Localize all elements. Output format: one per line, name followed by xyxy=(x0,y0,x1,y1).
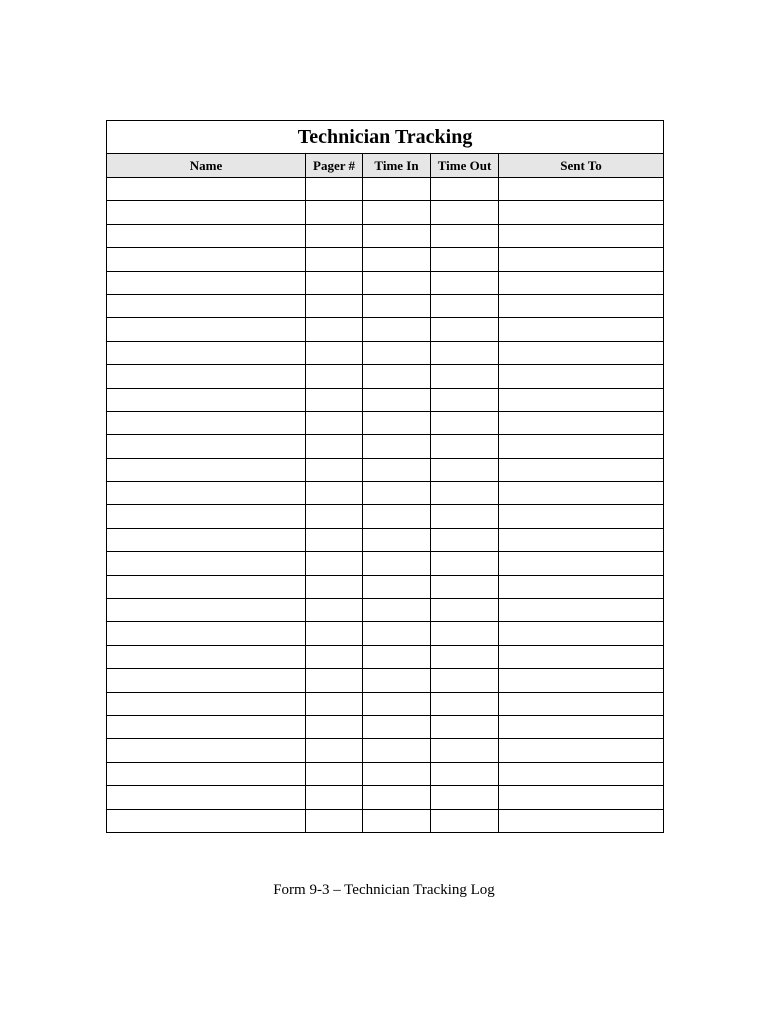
time-out-cell[interactable] xyxy=(431,482,499,505)
name-cell[interactable] xyxy=(107,528,306,551)
sent-to-cell[interactable] xyxy=(499,739,664,762)
table-row xyxy=(107,388,664,411)
pager-cell[interactable] xyxy=(306,365,363,388)
name-cell[interactable] xyxy=(107,388,306,411)
time-out-cell[interactable] xyxy=(431,388,499,411)
sent-to-cell[interactable] xyxy=(499,224,664,247)
sent-to-cell[interactable] xyxy=(499,528,664,551)
pager-cell[interactable] xyxy=(306,599,363,622)
time-in-cell[interactable] xyxy=(363,505,431,528)
sent-to-cell[interactable] xyxy=(499,388,664,411)
time-out-cell[interactable] xyxy=(431,505,499,528)
sent-to-cell[interactable] xyxy=(499,411,664,434)
table-row xyxy=(107,762,664,785)
column-header-time-in: Time In xyxy=(363,154,431,178)
time-in-cell[interactable] xyxy=(363,762,431,785)
name-cell[interactable] xyxy=(107,622,306,645)
name-cell[interactable] xyxy=(107,575,306,598)
time-out-cell[interactable] xyxy=(431,341,499,364)
name-cell[interactable] xyxy=(107,178,306,201)
pager-cell[interactable] xyxy=(306,552,363,575)
name-cell[interactable] xyxy=(107,365,306,388)
time-in-cell[interactable] xyxy=(363,201,431,224)
table-row xyxy=(107,201,664,224)
pager-cell[interactable] xyxy=(306,575,363,598)
time-in-cell[interactable] xyxy=(363,599,431,622)
time-out-cell[interactable] xyxy=(431,762,499,785)
sent-to-cell[interactable] xyxy=(499,786,664,809)
time-in-cell[interactable] xyxy=(363,458,431,481)
name-cell[interactable] xyxy=(107,341,306,364)
table-row xyxy=(107,341,664,364)
time-out-cell[interactable] xyxy=(431,575,499,598)
time-out-cell[interactable] xyxy=(431,318,499,341)
pager-cell[interactable] xyxy=(306,435,363,458)
time-out-cell[interactable] xyxy=(431,224,499,247)
table-row xyxy=(107,715,664,738)
time-out-cell[interactable] xyxy=(431,435,499,458)
name-cell[interactable] xyxy=(107,645,306,668)
form-title: Technician Tracking xyxy=(107,121,664,154)
column-header-name: Name xyxy=(107,154,306,178)
name-cell[interactable] xyxy=(107,411,306,434)
table-row xyxy=(107,248,664,271)
time-in-cell[interactable] xyxy=(363,248,431,271)
pager-cell[interactable] xyxy=(306,692,363,715)
time-in-cell[interactable] xyxy=(363,528,431,551)
table-row xyxy=(107,318,664,341)
time-out-cell[interactable] xyxy=(431,669,499,692)
table-row xyxy=(107,645,664,668)
table-row xyxy=(107,809,664,832)
sent-to-cell[interactable] xyxy=(499,482,664,505)
name-cell[interactable] xyxy=(107,809,306,832)
time-in-cell[interactable] xyxy=(363,645,431,668)
technician-tracking-table xyxy=(106,120,664,833)
time-in-cell[interactable] xyxy=(363,809,431,832)
sent-to-cell[interactable] xyxy=(499,715,664,738)
sent-to-cell[interactable] xyxy=(499,365,664,388)
name-cell[interactable] xyxy=(107,552,306,575)
time-in-cell[interactable] xyxy=(363,411,431,434)
name-cell[interactable] xyxy=(107,318,306,341)
name-cell[interactable] xyxy=(107,669,306,692)
time-out-cell[interactable] xyxy=(431,552,499,575)
sent-to-cell[interactable] xyxy=(499,692,664,715)
table-row xyxy=(107,739,664,762)
sent-to-cell[interactable] xyxy=(499,201,664,224)
table-row xyxy=(107,294,664,317)
time-out-cell[interactable] xyxy=(431,528,499,551)
sent-to-cell[interactable] xyxy=(499,575,664,598)
time-out-cell[interactable] xyxy=(431,271,499,294)
name-cell[interactable] xyxy=(107,505,306,528)
name-cell[interactable] xyxy=(107,271,306,294)
sent-to-cell[interactable] xyxy=(499,552,664,575)
table-row xyxy=(107,365,664,388)
sent-to-cell[interactable] xyxy=(499,341,664,364)
time-in-cell[interactable] xyxy=(363,318,431,341)
time-out-cell[interactable] xyxy=(431,458,499,481)
pager-cell[interactable] xyxy=(306,739,363,762)
time-out-cell[interactable] xyxy=(431,248,499,271)
pager-cell[interactable] xyxy=(306,388,363,411)
time-in-cell[interactable] xyxy=(363,365,431,388)
sent-to-cell[interactable] xyxy=(499,248,664,271)
sent-to-cell[interactable] xyxy=(499,178,664,201)
sent-to-cell[interactable] xyxy=(499,294,664,317)
table-row xyxy=(107,178,664,201)
time-in-cell[interactable] xyxy=(363,575,431,598)
sent-to-cell[interactable] xyxy=(499,762,664,785)
sent-to-cell[interactable] xyxy=(499,271,664,294)
name-cell[interactable] xyxy=(107,692,306,715)
table-row xyxy=(107,482,664,505)
sent-to-cell[interactable] xyxy=(499,645,664,668)
table-row xyxy=(107,669,664,692)
time-out-cell[interactable] xyxy=(431,178,499,201)
pager-cell[interactable] xyxy=(306,411,363,434)
name-cell[interactable] xyxy=(107,224,306,247)
sent-to-cell[interactable] xyxy=(499,669,664,692)
pager-cell[interactable] xyxy=(306,482,363,505)
pager-cell[interactable] xyxy=(306,271,363,294)
table-row xyxy=(107,458,664,481)
time-in-cell[interactable] xyxy=(363,435,431,458)
name-cell[interactable] xyxy=(107,435,306,458)
name-cell[interactable] xyxy=(107,201,306,224)
table-row xyxy=(107,411,664,434)
form-caption: Form 9-3 – Technician Tracking Log xyxy=(273,882,495,898)
time-in-cell[interactable] xyxy=(363,622,431,645)
pager-cell[interactable] xyxy=(306,669,363,692)
name-cell[interactable] xyxy=(107,715,306,738)
sent-to-cell[interactable] xyxy=(499,435,664,458)
table-row xyxy=(107,622,664,645)
name-cell[interactable] xyxy=(107,762,306,785)
time-in-cell[interactable] xyxy=(363,692,431,715)
name-cell[interactable] xyxy=(107,458,306,481)
time-out-cell[interactable] xyxy=(431,599,499,622)
pager-cell[interactable] xyxy=(306,528,363,551)
pager-cell[interactable] xyxy=(306,762,363,785)
table-row xyxy=(107,224,664,247)
time-in-cell[interactable] xyxy=(363,552,431,575)
pager-cell[interactable] xyxy=(306,809,363,832)
table-body xyxy=(107,178,664,833)
pager-cell[interactable] xyxy=(306,622,363,645)
column-header-sent-to: Sent To xyxy=(499,154,664,178)
name-cell[interactable] xyxy=(107,786,306,809)
table-row xyxy=(107,271,664,294)
time-out-cell[interactable] xyxy=(431,365,499,388)
table-row xyxy=(107,599,664,622)
time-out-cell[interactable] xyxy=(431,739,499,762)
table-row xyxy=(107,786,664,809)
pager-cell[interactable] xyxy=(306,458,363,481)
time-out-cell[interactable] xyxy=(431,622,499,645)
pager-cell[interactable] xyxy=(306,645,363,668)
pager-cell[interactable] xyxy=(306,248,363,271)
pager-cell[interactable] xyxy=(306,715,363,738)
sent-to-cell[interactable] xyxy=(499,622,664,645)
time-in-cell[interactable] xyxy=(363,224,431,247)
pager-cell[interactable] xyxy=(306,505,363,528)
column-header-time-out: Time Out xyxy=(431,154,499,178)
time-in-cell[interactable] xyxy=(363,482,431,505)
time-in-cell[interactable] xyxy=(363,715,431,738)
time-out-cell[interactable] xyxy=(431,411,499,434)
time-in-cell[interactable] xyxy=(363,739,431,762)
time-in-cell[interactable] xyxy=(363,388,431,411)
table-row xyxy=(107,575,664,598)
sent-to-cell[interactable] xyxy=(499,458,664,481)
time-in-cell[interactable] xyxy=(363,669,431,692)
pager-cell[interactable] xyxy=(306,318,363,341)
time-in-cell[interactable] xyxy=(363,786,431,809)
name-cell[interactable] xyxy=(107,248,306,271)
table-row xyxy=(107,692,664,715)
time-in-cell[interactable] xyxy=(363,271,431,294)
column-header-row xyxy=(107,154,664,178)
time-out-cell[interactable] xyxy=(431,294,499,317)
sent-to-cell[interactable] xyxy=(499,505,664,528)
time-out-cell[interactable] xyxy=(431,645,499,668)
table-row xyxy=(107,435,664,458)
table-row xyxy=(107,552,664,575)
name-cell[interactable] xyxy=(107,482,306,505)
sent-to-cell[interactable] xyxy=(499,318,664,341)
pager-cell[interactable] xyxy=(306,201,363,224)
table-row xyxy=(107,505,664,528)
time-out-cell[interactable] xyxy=(431,715,499,738)
pager-cell[interactable] xyxy=(306,341,363,364)
name-cell[interactable] xyxy=(107,599,306,622)
pager-cell[interactable] xyxy=(306,294,363,317)
time-in-cell[interactable] xyxy=(363,341,431,364)
column-header-pager: Pager # xyxy=(306,154,363,178)
time-in-cell[interactable] xyxy=(363,294,431,317)
pager-cell[interactable] xyxy=(306,786,363,809)
pager-cell[interactable] xyxy=(306,178,363,201)
name-cell[interactable] xyxy=(107,739,306,762)
table-row xyxy=(107,528,664,551)
time-out-cell[interactable] xyxy=(431,692,499,715)
time-out-cell[interactable] xyxy=(431,809,499,832)
pager-cell[interactable] xyxy=(306,224,363,247)
name-cell[interactable] xyxy=(107,294,306,317)
time-out-cell[interactable] xyxy=(431,786,499,809)
sent-to-cell[interactable] xyxy=(499,809,664,832)
sent-to-cell[interactable] xyxy=(499,599,664,622)
time-in-cell[interactable] xyxy=(363,178,431,201)
time-out-cell[interactable] xyxy=(431,201,499,224)
